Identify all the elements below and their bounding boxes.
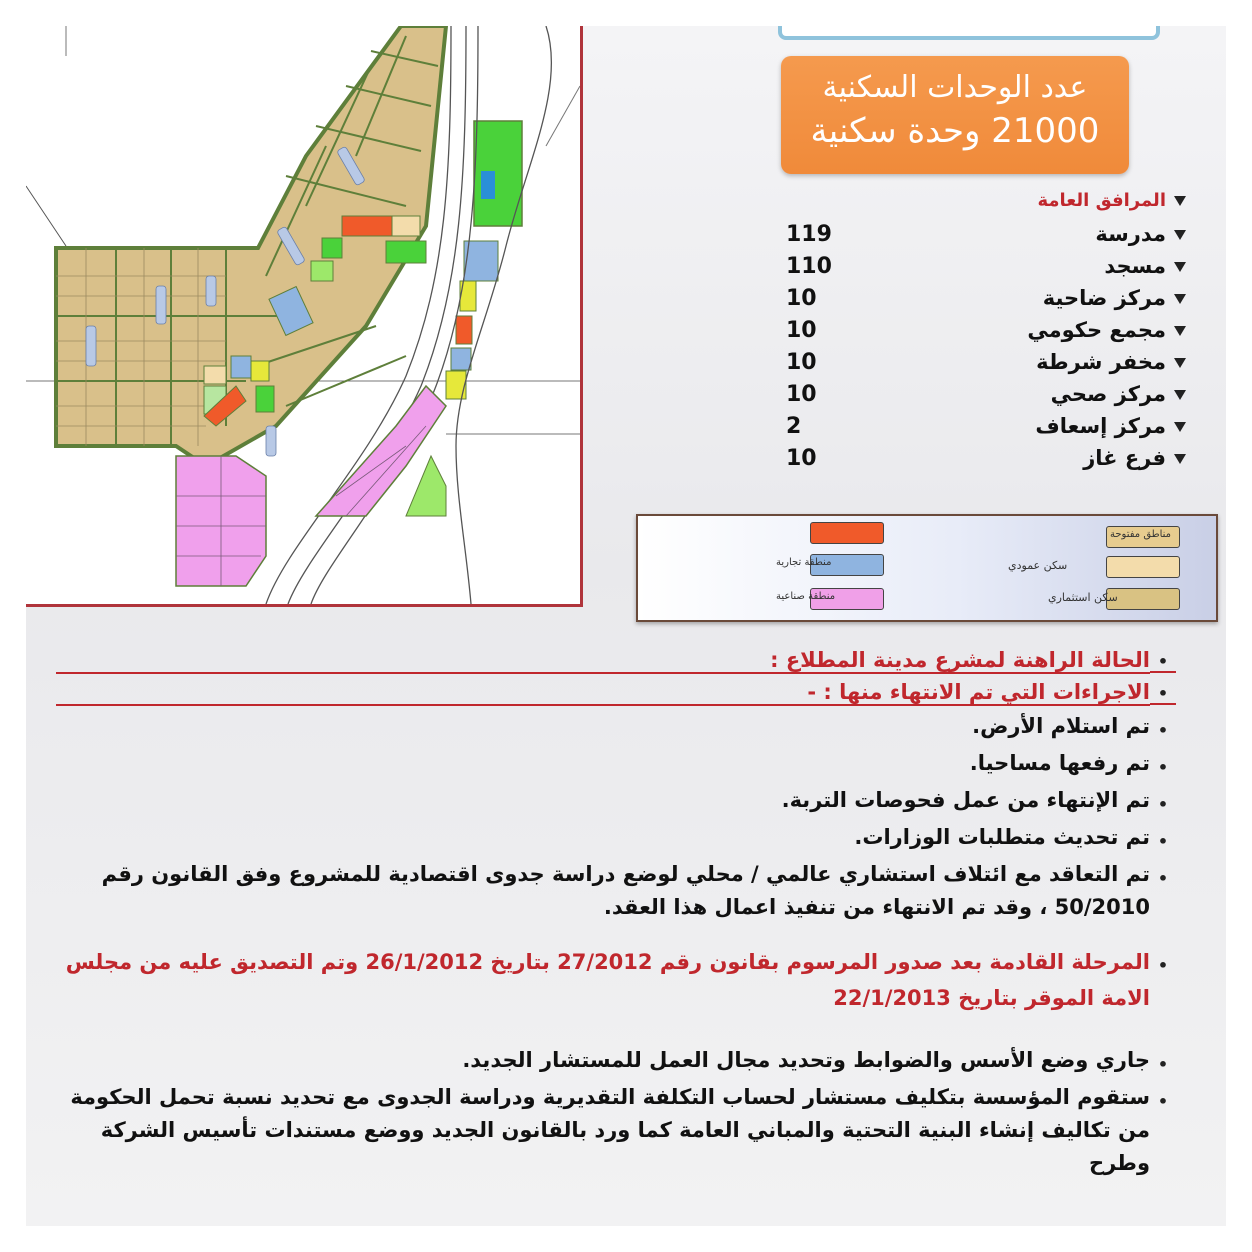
facility-name: مخفر شرطة [1036, 350, 1166, 374]
project-status [56, 648, 1176, 1180]
bullet-icon: • [1157, 832, 1169, 851]
list-item: • تم استلام الأرض. [56, 710, 1176, 747]
arrow-down-icon [1174, 262, 1186, 272]
facility-name: مركز ضاحية [1042, 286, 1166, 310]
facility-name: مسجد [1104, 254, 1166, 278]
arrow-down-icon [1174, 358, 1186, 368]
bullet-icon: • [1150, 680, 1176, 705]
bullet-icon: • [1157, 758, 1169, 777]
arrow-down-icon [1174, 230, 1186, 240]
arrow-down-icon [1174, 454, 1186, 464]
arrow-down-icon [1174, 326, 1186, 336]
facility-count: 119 [786, 221, 832, 247]
bullet-icon: • [1157, 956, 1169, 975]
legend-label: سكن عمودي [1008, 559, 1068, 572]
facility-row [726, 250, 1186, 282]
facility-row [726, 410, 1186, 442]
arrow-down-icon [1174, 196, 1186, 206]
legend-label: سكن استثماري [1048, 591, 1118, 604]
facility-row [726, 442, 1186, 474]
map-legend [636, 514, 1218, 622]
facility-count: 10 [786, 381, 817, 407]
bullet-icon: • [1157, 721, 1169, 740]
arrow-down-icon [1174, 294, 1186, 304]
facilities-title: المرافق العامة [726, 190, 1186, 218]
housing-units-count: 21000 وحدة سكنية [810, 111, 1100, 151]
housing-units-label: عدد الوحدات السكنية [822, 70, 1088, 105]
list-item: • ستقوم المؤسسة بتكليف مستشار لحساب التكلفة التقديرية ودراسة الجدوى مع تحديد نسبة تحمل الحكومة من تكاليف إنشاء البنية التحتية والمباني العامة كما ورد بالقانون الجديد ووضع مستندات تأسيس الشركة وطرح [56, 1081, 1176, 1180]
facility-count: 2 [786, 413, 802, 439]
status-heading: • الحالة الراهنة لمشرع مدينة المطلاع : [56, 648, 1176, 674]
housing-units-box [781, 56, 1129, 174]
bullet-icon: • [1150, 648, 1176, 673]
facility-row [726, 218, 1186, 250]
city-map [26, 26, 583, 607]
legend-label: منطقة صناعية [776, 591, 836, 602]
legend-swatch-vertical [1106, 556, 1180, 578]
facility-count: 10 [786, 285, 817, 311]
public-facilities-list [726, 190, 1186, 474]
facility-row [726, 314, 1186, 346]
facility-count: 10 [786, 445, 817, 471]
list-item: • تم تحديث متطلبات الوزارات. [56, 821, 1176, 858]
facility-name: مركز إسعاف [1035, 414, 1166, 438]
map-drawing [26, 26, 580, 604]
facility-name: مجمع حكومي [1027, 318, 1166, 342]
arrow-down-icon [1174, 422, 1186, 432]
list-item: • تم التعاقد مع ائتلاف استشاري عالمي / محلي لوضع دراسة جدوى اقتصادية للمشروع وفق القانون رقم 50/2010 ، وقد تم الانتهاء من تنفيذ اعمال هذا العقد. [56, 858, 1176, 924]
facility-name: مدرسة [1095, 222, 1166, 246]
bullet-icon: • [1157, 869, 1169, 888]
list-item: • تم الإنتهاء من عمل فحوصات التربة. [56, 784, 1176, 821]
bullet-icon: • [1157, 1092, 1169, 1111]
legend-swatch-services [810, 522, 884, 544]
facility-name: فرع غاز [1083, 446, 1166, 470]
facility-row [726, 346, 1186, 378]
arrow-down-icon [1174, 390, 1186, 400]
top-bar [778, 26, 1160, 40]
next-phase: • المرحلة القادمة بعد صدور المرسوم بقانون رقم 27/2012 بتاريخ 26/1/2012 وتم التصديق عليه من مجلس الامة الموقر بتاريخ 22/1/2013 [56, 944, 1176, 1016]
facility-row [726, 282, 1186, 314]
legend-label: مناطق مفتوحة [1110, 529, 1172, 540]
completed-heading: • الاجراءات التي تم الانتهاء منها : - [56, 680, 1176, 706]
slide-frame [26, 26, 1226, 1226]
facility-count: 10 [786, 317, 817, 343]
facility-row [726, 378, 1186, 410]
facility-count: 10 [786, 349, 817, 375]
facility-count: 110 [786, 253, 832, 279]
facility-name: مركز صحي [1050, 382, 1166, 406]
bullet-icon: • [1157, 795, 1169, 814]
list-item: • جاري وضع الأسس والضوابط وتحديد مجال العمل للمستشار الجديد. [56, 1044, 1176, 1081]
list-item: • تم رفعها مساحيا. [56, 747, 1176, 784]
bullet-icon: • [1157, 1055, 1169, 1074]
legend-label: منطقة تجارية [776, 557, 832, 568]
